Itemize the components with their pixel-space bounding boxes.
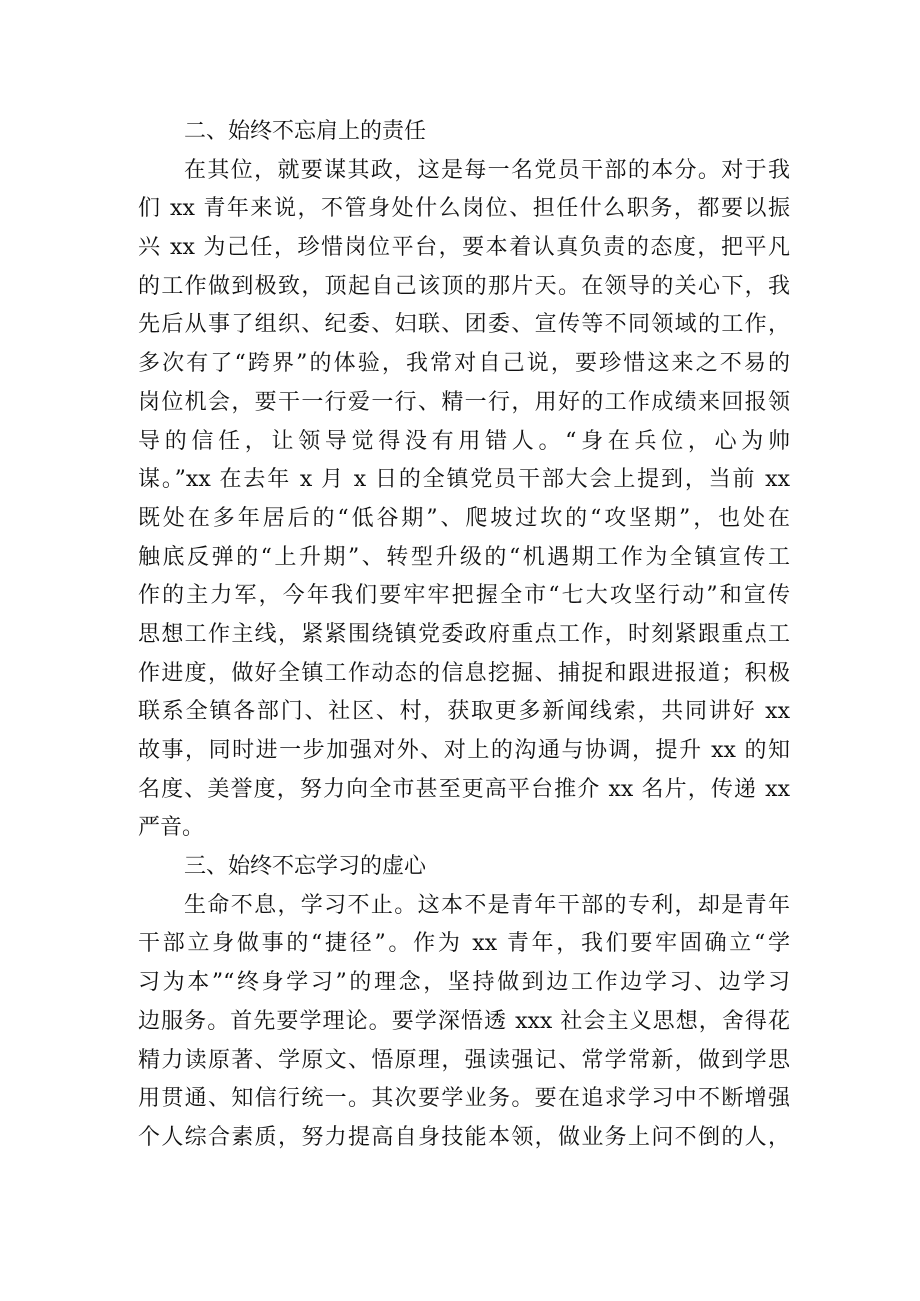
- paragraph-line: 谋。”xx 在去年 x 月 x 日的全镇党员干部大会上提到，当前 xx: [138, 467, 790, 493]
- paragraph-line: 干部立身做事的“捷径”。作为 xx 青年，我们要牢固确立“学: [138, 931, 790, 957]
- document-body: [138, 113, 790, 1158]
- paragraph-line: 思想工作主线，紧紧围绕镇党委政府重点工作，时刻紧跟重点工: [138, 621, 790, 647]
- paragraph-line: 的工作做到极致，顶起自己该顶的那片天。在领导的关心下，我: [138, 273, 790, 299]
- paragraph-line: 故事，同时进一步加强对外、对上的沟通与协调，提升 xx 的知: [138, 738, 790, 763]
- paragraph-line: 个人综合素质，努力提高自身技能本领，做业务上问不倒的人，: [138, 1124, 790, 1150]
- paragraph-line: 联系全镇各部门、社区、村，获取更多新闻线索，共同讲好 xx: [138, 699, 790, 725]
- paragraph-line: 生命不息，学习不止。这本不是青年干部的专利，却是青年: [184, 892, 790, 918]
- paragraph-line: 既处在多年居后的“低谷期”、爬坡过坎的“攻坚期”，也处在: [138, 505, 790, 531]
- paragraph-line: 多次有了“跨界”的体验，我常对自己说，要珍惜这来之不易的: [138, 351, 790, 377]
- paragraph-line: 作进度，做好全镇工作动态的信息挖掘、捕捉和跟进报道；积极: [138, 660, 790, 686]
- paragraph-line: 触底反弹的“上升期”、转型升级的“机遇期工作为全镇宣传工: [138, 544, 790, 570]
- section-heading: 二、始终不忘肩上的责任: [184, 119, 427, 144]
- paragraph-line: 兴 xx 为己任，珍惜岗位平台，要本着认真负责的态度，把平凡: [138, 235, 790, 261]
- paragraph-line: 作的主力军，今年我们要牢牢把握全市“七大攻坚行动”和宣传: [138, 583, 790, 609]
- paragraph-line: 在其位，就要谋其政，这是每一名党员干部的本分。对于我: [184, 157, 790, 183]
- paragraph-line: 边服务。首先要学理论。要学深悟透 xxx 社会主义思想，舍得花: [138, 1008, 790, 1034]
- section-heading: 三、始终不忘学习的虚心: [184, 854, 427, 880]
- paragraph-line: 习为本”“终身学习”的理念，坚持做到边工作边学习、边学习: [138, 970, 790, 996]
- paragraph-line: 岗位机会，要干一行爱一行、精一行，用好的工作成绩来回报领: [138, 389, 790, 415]
- paragraph-line: 名度、美誉度，努力向全市甚至更高平台推介 xx 名片，传递 xx: [138, 776, 790, 802]
- paragraph-line: 严音。: [138, 815, 205, 841]
- paragraph-line: 精力读原著、学原文、悟原理，强读强记、常学常新，做到学思: [138, 1047, 790, 1073]
- paragraph-line: 们 xx 青年来说，不管身处什么岗位、担任什么职务，都要以振: [138, 196, 790, 222]
- paragraph-line: 先后从事了组织、纪委、妇联、团委、宣传等不同领域的工作，: [138, 312, 790, 338]
- paragraph-line: 导的信任，让领导觉得没有用错人。“身在兵位，心为帅: [138, 428, 790, 454]
- paragraph-line: 用贯通、知信行统一。其次要学业务。要在追求学习中不断增强: [138, 1086, 790, 1112]
